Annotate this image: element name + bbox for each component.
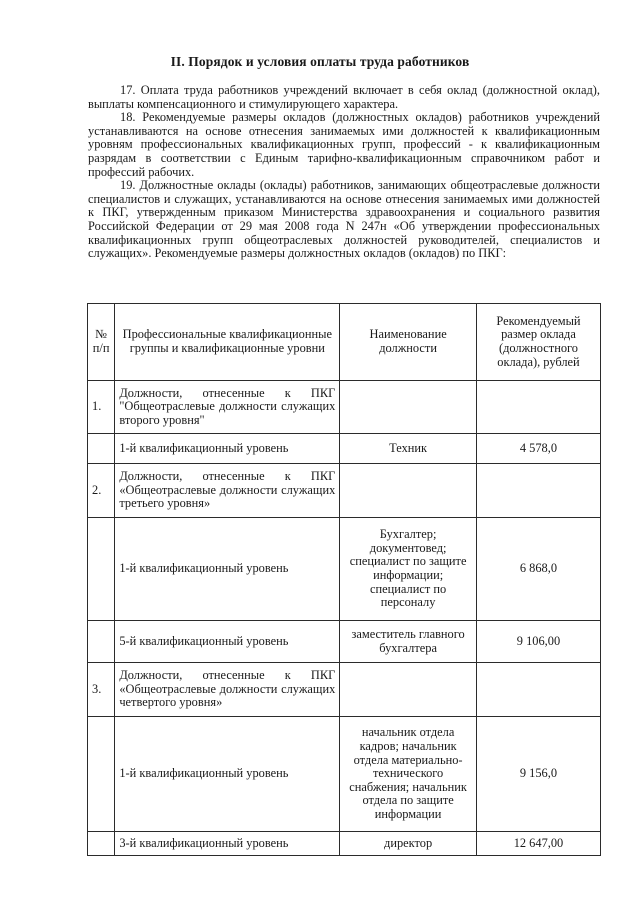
- empty-cell: [88, 518, 115, 621]
- position-name: Бухгалтер; документовед; специалист по защите информации; специалист по персоналу: [340, 518, 477, 621]
- header-position: Наименование должности: [340, 304, 477, 381]
- position-name: директор: [340, 832, 477, 856]
- empty-cell: [476, 464, 600, 518]
- table-header-row: [88, 304, 601, 381]
- header-num: № п/п: [88, 304, 115, 381]
- group-name: Должности, отнесенные к ПКГ «Общеотраслевые должности служащих четвертого уровня»: [115, 663, 340, 717]
- empty-cell: [476, 663, 600, 717]
- qualification-level: 3-й квалификационный уровень: [115, 832, 340, 856]
- table-row-group: [88, 464, 601, 518]
- qualification-level: 1-й квалификационный уровень: [115, 518, 340, 621]
- paragraph-18: 18. Рекомендуемые размеры окладов (должностных окладов) работников учреждений устанавливаются на основе отнесения занимаемых ими должностей к квалификационным уровням профессиональных квалификационных групп, профессий - к квалификационным разрядам в соответствии с Единым тарифно-квалификационным справочником работ и профессий рабочих.: [88, 110, 600, 179]
- table-row-group: [88, 663, 601, 717]
- qualification-level: 1-й квалификационный уровень: [115, 717, 340, 832]
- group-number: 2.: [88, 464, 115, 518]
- body-text: [88, 84, 600, 261]
- section-title: II. Порядок и условия оплаты труда работников: [170, 54, 470, 69]
- table-row: [88, 621, 601, 663]
- table-row: [88, 434, 601, 464]
- empty-cell: [340, 663, 477, 717]
- table-row-group: [88, 381, 601, 434]
- table-row: [88, 518, 601, 621]
- salary-value: 4 578,0: [476, 434, 600, 464]
- empty-cell: [476, 381, 600, 434]
- salary-value: 12 647,00: [476, 832, 600, 856]
- table-row: [88, 717, 601, 832]
- paragraph-17: 17. Оплата труда работников учреждений включает в себя оклад (должностной оклад), выплаты компенсационного и стимулирующего характера.: [88, 83, 600, 111]
- empty-cell: [88, 434, 115, 464]
- salary-value: 9 106,00: [476, 621, 600, 663]
- position-name: заместитель главного бухгалтера: [340, 621, 477, 663]
- group-name: Должности, отнесенные к ПКГ "Общеотраслевые должности служащих второго уровня": [115, 381, 340, 434]
- paragraph-19: 19. Должностные оклады (оклады) работников, занимающих общеотраслевые должности специалистов и служащих, устанавливаются на основе отнесения занимаемых ими должностей к ПКГ, утвержденным приказом Министерства здравоохранения и социального развития Российской Федерации от 29 мая 2008 года N 247н «Об утверждении профессиональных квалификационных групп общеотраслевых должностей руководителей, специалистов и служащих». Рекомендуемые размеры должностных окладов (окладов) по ПКГ:: [88, 178, 600, 261]
- group-number: 1.: [88, 381, 115, 434]
- qualification-level: 5-й квалификационный уровень: [115, 621, 340, 663]
- position-name: начальник отдела кадров; начальник отдела материально-технического снабжения; начальник отдела по защите информации: [340, 717, 477, 832]
- position-name: Техник: [340, 434, 477, 464]
- qualification-level: 1-й квалификационный уровень: [115, 434, 340, 464]
- salary-table: [87, 303, 601, 856]
- empty-cell: [88, 717, 115, 832]
- group-number: 3.: [88, 663, 115, 717]
- header-group: Профессиональные квалификационные группы и квалификационные уровни: [115, 304, 340, 381]
- empty-cell: [88, 621, 115, 663]
- table-row: [88, 832, 601, 856]
- salary-value: 9 156,0: [476, 717, 600, 832]
- empty-cell: [88, 832, 115, 856]
- empty-cell: [340, 464, 477, 518]
- salary-value: 6 868,0: [476, 518, 600, 621]
- group-name: Должности, отнесенные к ПКГ «Общеотраслевые должности служащих третьего уровня»: [115, 464, 340, 518]
- header-salary: Рекомендуемый размер оклада (должностного оклада), рублей: [476, 304, 600, 381]
- empty-cell: [340, 381, 477, 434]
